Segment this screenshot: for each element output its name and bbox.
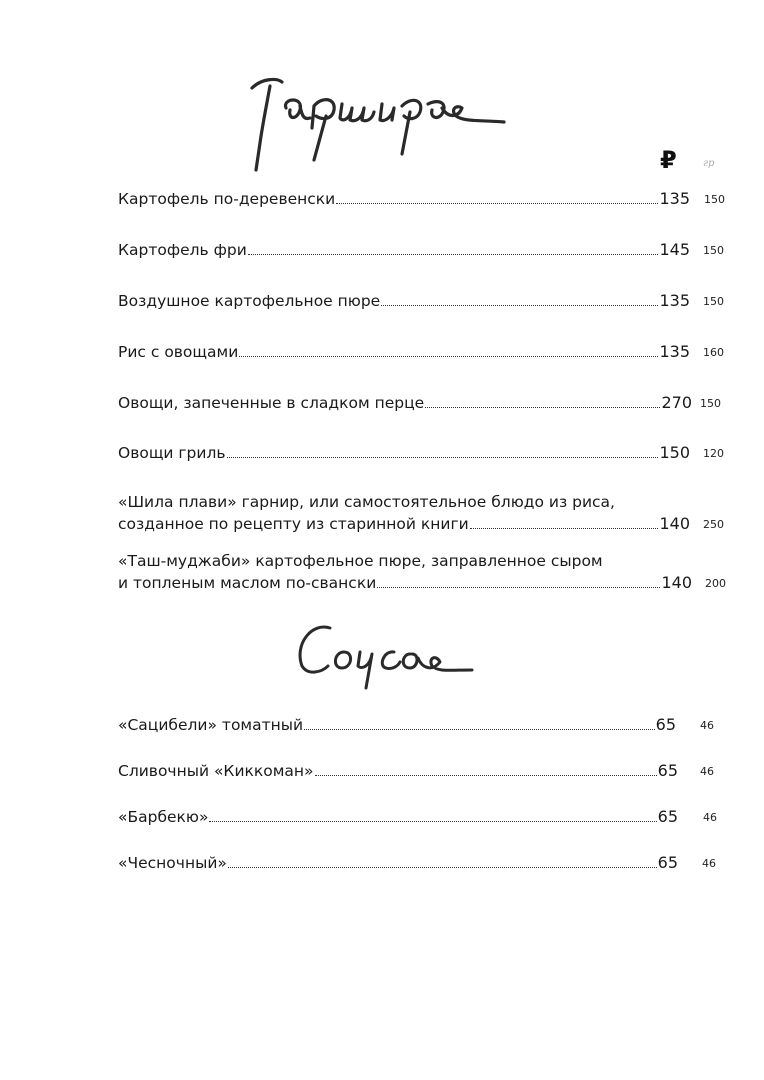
menu-item [118,239,690,261]
price-column-header: ₽ [660,146,677,174]
section-title-garnishes [0,68,764,178]
weight-column-header: гр [703,158,715,169]
item-price: 150 [659,443,690,462]
item-price: 65 [655,715,676,734]
leader-dots [228,866,657,868]
item-price: 140 [659,514,690,533]
item-weight: 46 [700,719,714,732]
item-weight: 46 [703,811,717,824]
item-weight: 200 [705,577,726,590]
item-name: «Чесночный» [118,854,227,872]
item-price: 65 [657,853,678,872]
leader-dots [248,253,659,255]
item-name: Сливочный «Киккоман» [118,762,314,780]
item-price: 135 [659,189,690,208]
leader-dots [336,202,658,204]
item-name: «Сацибели» томатный [118,716,304,734]
item-weight: 150 [704,193,725,206]
menu-item [118,714,676,736]
leader-dots [377,586,660,588]
item-name-line1: «Шила плави» гарнир, или самостоятельное блюдо из риса, [118,493,615,511]
item-name: Воздушное картофельное пюре [118,292,381,310]
leader-dots [304,728,655,730]
leader-dots [425,406,660,408]
item-price: 270 [661,393,692,412]
leader-dots [381,304,658,306]
menu-item [118,392,692,414]
item-price: 145 [659,240,690,259]
menu-item [118,760,678,782]
item-price: 135 [659,291,690,310]
menu-item [118,551,692,594]
handwritten-title-sauces [282,614,482,690]
leader-dots [209,820,656,822]
item-weight: 150 [703,244,724,257]
menu-item [118,852,678,874]
item-name: Картофель по-деревенски [118,190,336,208]
item-name: «Барбекю» [118,808,209,826]
item-weight: 46 [702,857,716,870]
item-name: Овощи гриль [118,444,226,462]
item-price: 65 [657,807,678,826]
item-weight: 150 [700,397,721,410]
item-name: Картофель фри [118,241,247,259]
item-weight: 250 [703,518,724,531]
item-weight: 46 [700,765,714,778]
item-name-line1: «Таш-муджаби» картофельное пюре, заправленное сыром [118,552,603,570]
menu-item [118,442,690,464]
item-weight: 150 [703,295,724,308]
handwritten-title-garnishes [242,68,522,178]
menu-item [118,492,690,535]
item-price: 140 [661,573,692,592]
leader-dots [239,355,658,357]
item-name: созданное по рецепту из старинной книги [118,515,469,533]
item-name: Овощи, запеченные в сладком перце [118,394,425,412]
item-weight: 120 [703,447,724,460]
leader-dots [470,527,659,529]
item-name: и топленым маслом по-свански [118,574,377,592]
menu-item [118,341,690,363]
section-title-sauces [0,614,764,690]
item-price: 135 [659,342,690,361]
leader-dots [315,774,657,776]
item-name: Рис с овощами [118,343,239,361]
leader-dots [227,456,659,458]
item-price: 65 [657,761,678,780]
item-weight: 160 [703,346,724,359]
menu-item [118,806,678,828]
menu-item [118,290,690,312]
menu-item [118,188,690,210]
